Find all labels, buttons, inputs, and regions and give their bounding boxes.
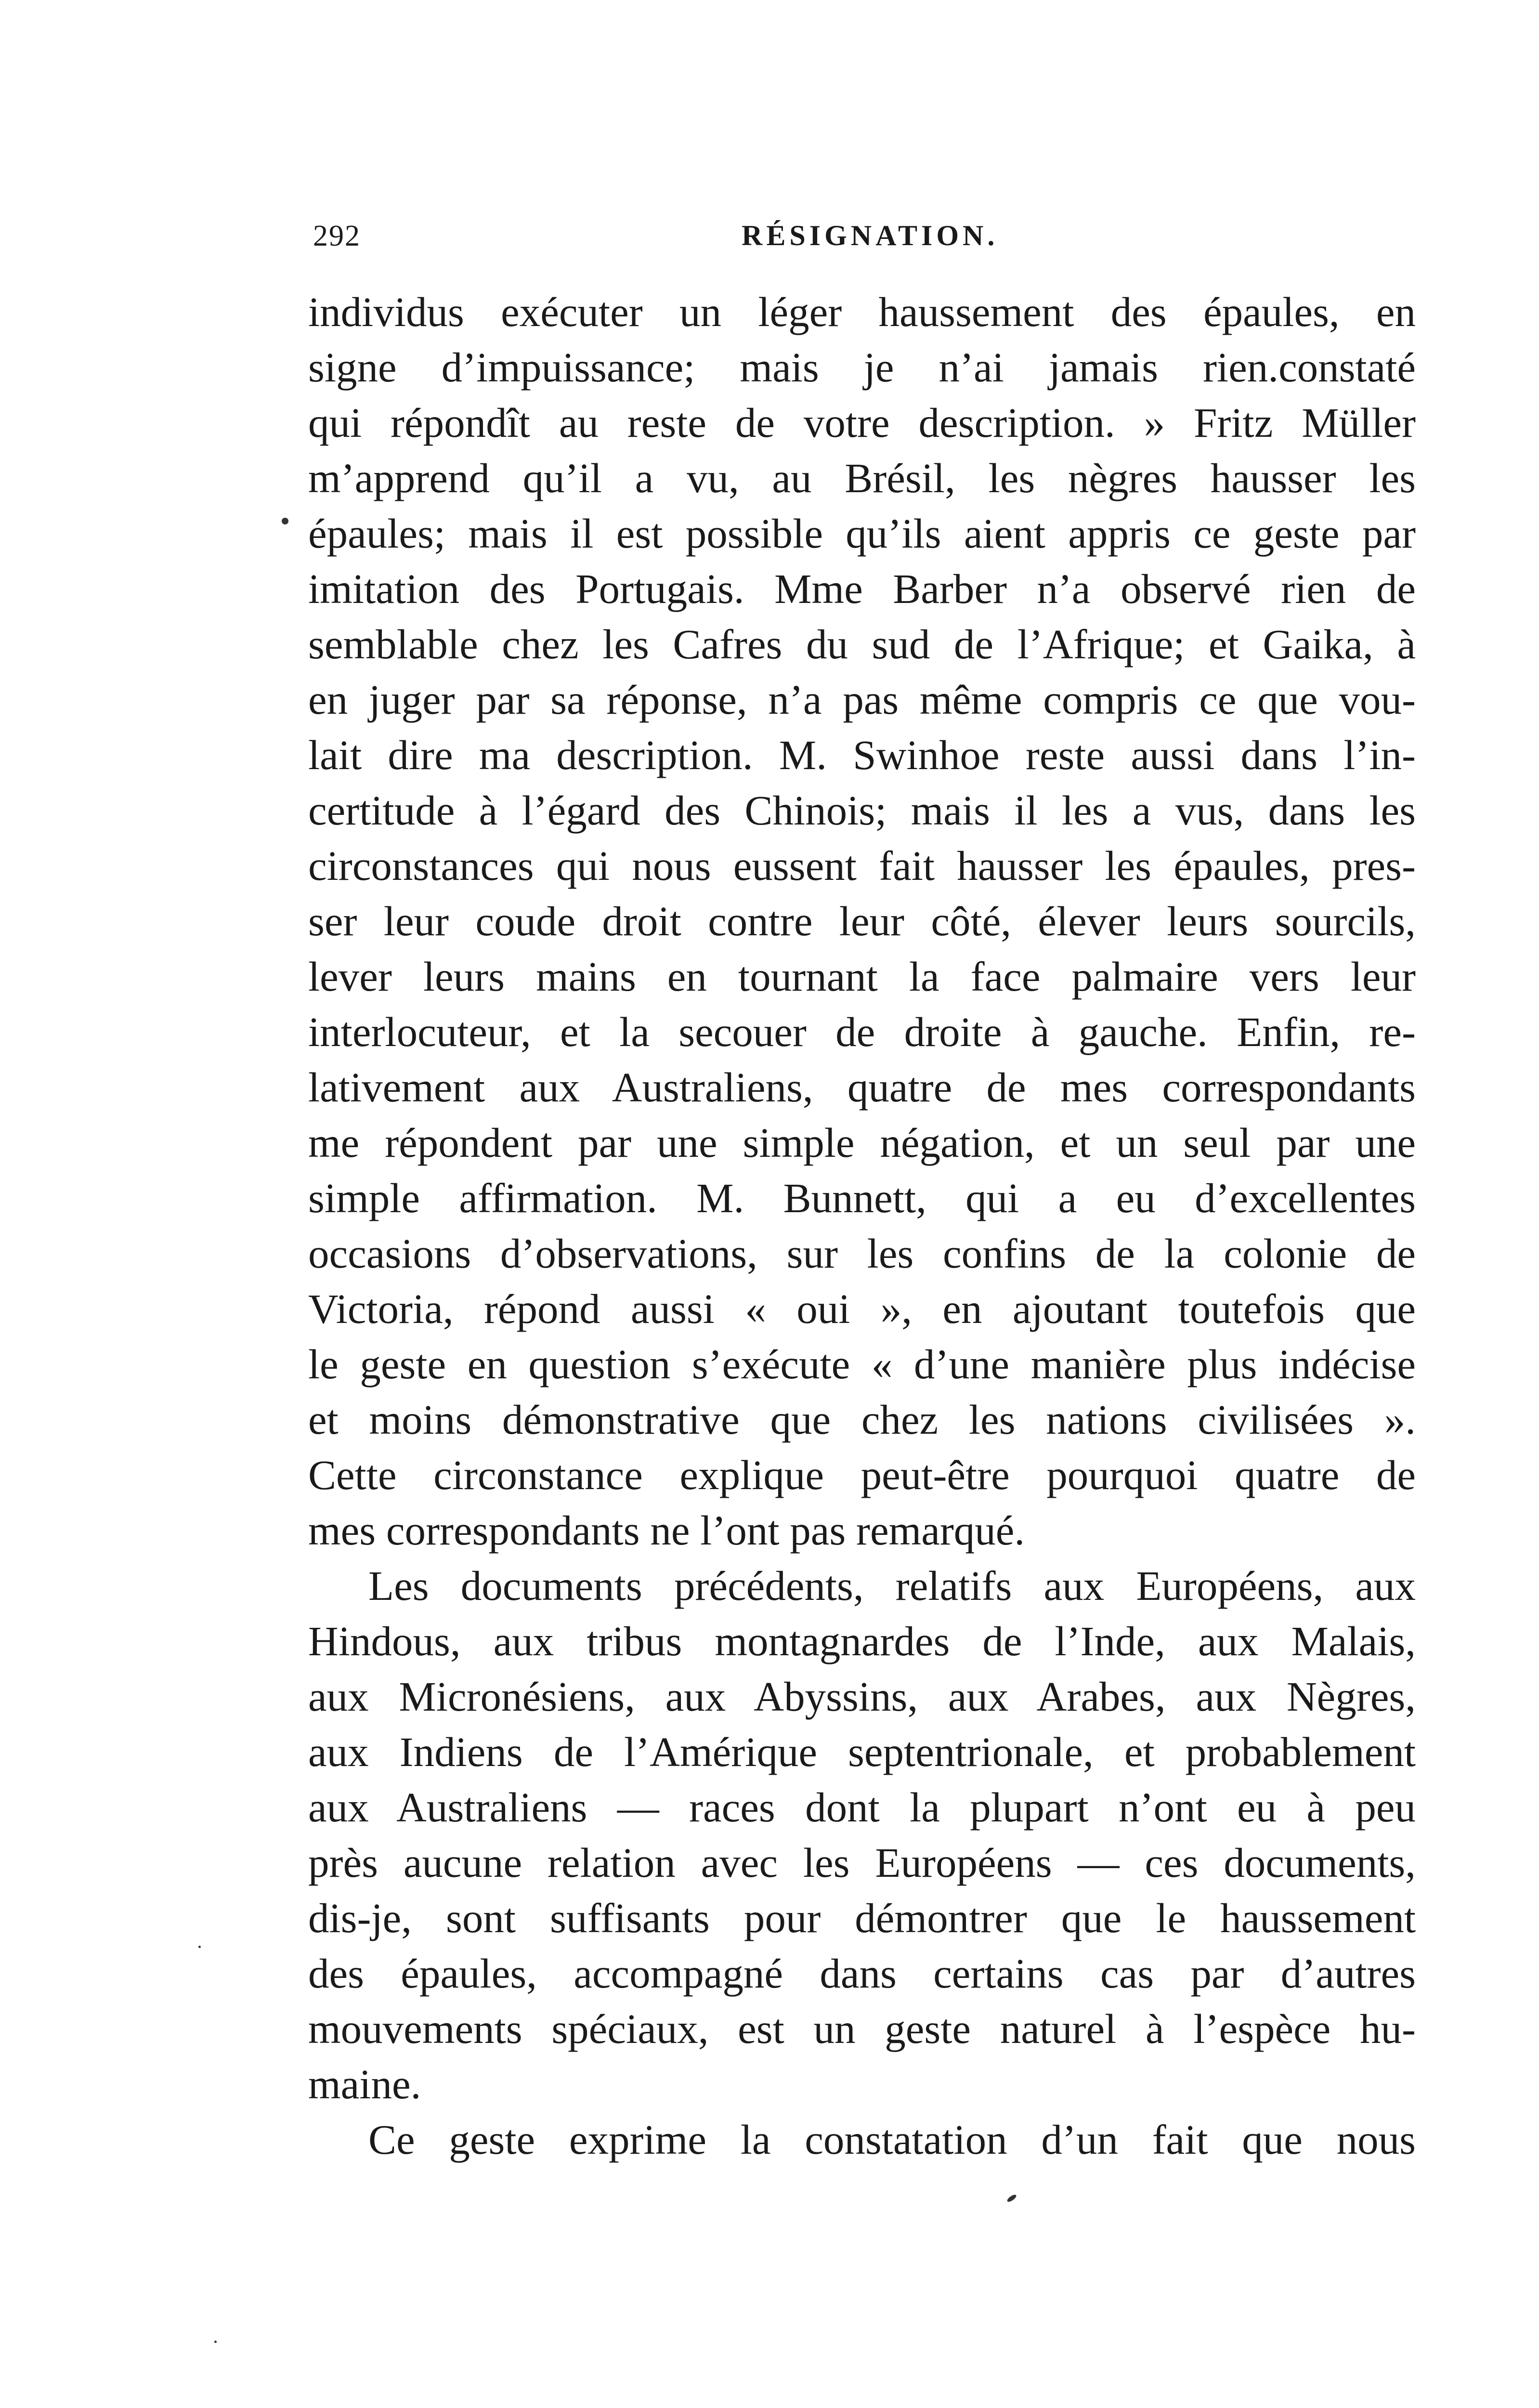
scan-speck [198,1946,201,1948]
text-line: semblable chez les Cafres du sud de l’Afrique; et Gaika, à [308,621,1416,667]
text-line: individus exécuter un léger haussement des épaules, en [308,288,1416,335]
text-line: circonstances qui nous eussent fait hausser les épaules, pres- [308,842,1416,889]
text-line: maine. [308,2061,421,2107]
text-line: occasions d’observations, sur les confins de la colonie de [308,1230,1416,1277]
text-line: mouvements spéciaux, est un geste naturel à l’espèce hu- [308,2005,1416,2052]
text-line: lait dire ma description. M. Swinhoe reste aussi dans l’in- [308,732,1416,778]
text-line: aux Australiens — races dont la plupart n’ont eu à peu [308,1784,1416,1831]
text-line: me répondent par une simple négation, et un seul par une [308,1119,1416,1166]
text-line: Victoria, répond aussi « oui », en ajoutant toutefois que [308,1285,1416,1332]
text-line: et moins démonstrative que chez les nations civilisées ». [308,1396,1416,1443]
text-line: aux Micronésiens, aux Abyssins, aux Arabes, aux Nègres, [308,1673,1416,1720]
text-line: mes correspondants ne l’ont pas remarqué. [308,1507,1025,1554]
text-line: Hindous, aux tribus montagnardes de l’Inde, aux Malais, [308,1618,1416,1664]
text-line: épaules; mais il est possible qu’ils aient appris ce geste par [308,510,1416,557]
text-line: certitude à l’égard des Chinois; mais il les a vus, dans les [308,787,1416,834]
text-line: des épaules, accompagné dans certains cas par d’autres [308,1950,1416,1997]
text-line: lativement aux Australiens, quatre de mes correspondants [308,1064,1416,1111]
text-line: ser leur coude droit contre leur côté, élever leurs sourcils, [308,898,1416,944]
text-line: m’apprend qu’il a vu, au Brésil, les nègres hausser les [308,455,1416,501]
text-line: imitation des Portugais. Mme Barber n’a observé rien de [308,565,1416,612]
running-head: RÉSIGNATION. [742,220,999,251]
page-number: 292 [313,220,361,252]
text-line: lever leurs mains en tournant la face palmaire vers leur [308,953,1416,1000]
text-line: aux Indiens de l’Amérique septentrionale, et probablement [308,1728,1416,1775]
text-line: en juger par sa réponse, n’a pas même compris ce que vou- [308,676,1416,723]
text-line: simple affirmation. M. Bunnett, qui a eu d’excellentes [308,1175,1416,1221]
paragraph-start-line: Les documents précédents, relatifs aux Européens, aux [368,1562,1416,1609]
scan-speck [282,518,288,524]
scan-speck [214,2341,217,2343]
text-line: Cette circonstance explique peut-être pourquoi quatre de [308,1452,1416,1498]
text-line: qui répondît au reste de votre description. » Fritz Müller [308,399,1416,446]
text-line: signe d’impuissance; mais je n’ai jamais rien.constaté [308,344,1416,391]
text-line: interlocuteur, et la secouer de droite à gauche. Enfin, re- [308,1008,1416,1055]
text-line: près aucune relation avec les Européens — ces documents, [308,1839,1416,1886]
page-header [313,219,1406,262]
text-line: le geste en question s’exécute « d’une manière plus indécise [308,1341,1416,1387]
paragraph-start-line: Ce geste exprime la constatation d’un fait que nous [368,2116,1416,2163]
text-line: dis-je, sont suffisants pour démontrer que le haussement [308,1895,1416,1941]
body-text [308,284,1416,2167]
scan-speck [1006,2194,1017,2203]
